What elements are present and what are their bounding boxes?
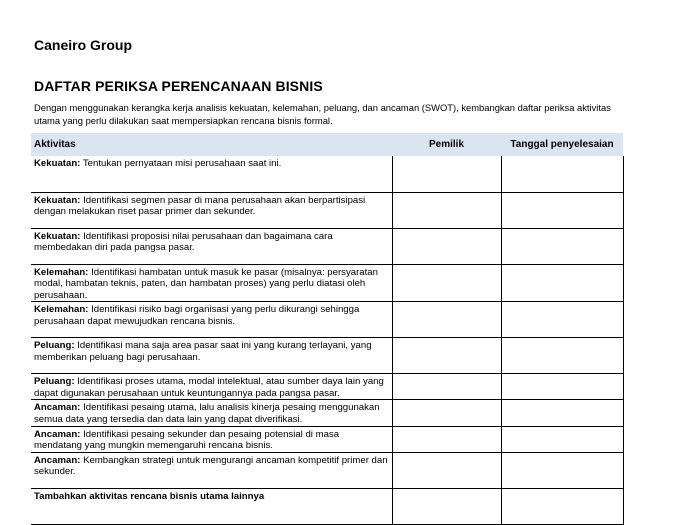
activity-text: Tentukan pernyataan misi perusahaan saat ini. (82, 158, 282, 169)
table-row (31, 452, 623, 488)
activity-cell[interactable] (31, 156, 392, 192)
owner-cell[interactable] (392, 488, 501, 524)
table-row (31, 302, 623, 338)
owner-cell[interactable] (392, 302, 501, 338)
table-row (31, 264, 623, 302)
category-label: Kekuatan: (34, 194, 81, 206)
activity-cell[interactable] (31, 338, 392, 374)
activity-cell[interactable] (31, 374, 392, 400)
table-row (31, 426, 623, 452)
category-label: Kelemahan: (34, 304, 89, 316)
table-row (31, 156, 623, 192)
category-label: Kekuatan: (34, 230, 81, 242)
date-cell[interactable] (501, 488, 623, 524)
table-row (31, 400, 623, 426)
category-label: Ancaman: (34, 428, 81, 440)
date-cell[interactable] (501, 302, 623, 338)
category-label: Kekuatan: (34, 158, 81, 169)
category-label: Kelemahan: (34, 266, 89, 278)
page-title: DAFTAR PERIKSA PERENCANAAN BISNIS (34, 78, 323, 94)
table-row (31, 228, 623, 264)
date-cell[interactable] (501, 452, 623, 488)
owner-cell[interactable] (392, 400, 501, 426)
date-cell[interactable] (501, 264, 623, 302)
activity-text: Identifikasi proposisi nilai perusahaan dan bagaimana cara membedakan diri pada pangsa pasar. (34, 230, 333, 254)
owner-cell[interactable] (392, 156, 501, 192)
column-header-date: Tanggal penyelesaian (501, 133, 623, 156)
table-row (31, 374, 623, 400)
owner-cell[interactable] (392, 264, 501, 302)
activity-cell[interactable] (31, 302, 392, 338)
activity-text: Identifikasi mana saja area pasar saat ini yang kurang terlayani, yang memberikan peluang bagi perusahaan. (34, 340, 372, 363)
category-label: Ancaman: (34, 454, 81, 466)
category-label: Peluang: (34, 340, 75, 352)
activity-text: Identifikasi segmen pasar di mana perusahaan akan berpartisipasi dengan melakukan riset pasar primer dan sekunder. (34, 194, 366, 218)
table-row (31, 338, 623, 374)
activity-cell[interactable] (31, 192, 392, 228)
date-cell[interactable] (501, 156, 623, 192)
owner-cell[interactable] (392, 192, 501, 228)
footer-row-label: Tambahkan aktivitas rencana bisnis utama lainnya (34, 490, 265, 502)
column-header-owner: Pemilik (392, 133, 501, 156)
activity-cell[interactable] (31, 488, 392, 524)
activity-cell[interactable] (31, 400, 392, 426)
owner-cell[interactable] (392, 452, 501, 488)
owner-cell[interactable] (392, 338, 501, 374)
activity-text: Identifikasi proses utama, modal intelektual, atau sumber daya lain yang dapat digunakan perusahaan untuk keuntungannya pada pangsa pasar. (34, 376, 384, 399)
activity-text: Identifikasi risiko bagi organisasi yang perlu dikurangi sehingga perusahaan dapat mewujudkan rencana bisnis. (34, 304, 360, 327)
date-cell[interactable] (501, 228, 623, 264)
description: Dengan menggunakan kerangka kerja analisis kekuatan, kelemahan, peluang, dan ancaman (SWOT), kembangkan daftar periksa aktivitas utama yang perlu dilakukan saat mempersiapkan rencana bisnis formal. (34, 102, 611, 126)
activity-cell[interactable] (31, 228, 392, 264)
activity-cell[interactable] (31, 264, 392, 302)
activity-cell[interactable] (31, 452, 392, 488)
checklist-table (31, 133, 624, 525)
owner-cell[interactable] (392, 374, 501, 400)
activity-text: Kembangkan strategi untuk mengurangi ancaman kompetitif primer dan sekunder. (34, 454, 388, 478)
date-cell[interactable] (501, 374, 623, 400)
activity-text: Identifikasi hambatan untuk masuk ke pasar (misalnya: persyaratan modal, hambatan teknis, paten, dan hambatan proses) yang perlu diatasi oleh perusahaan. (34, 266, 378, 301)
activity-cell[interactable] (31, 426, 392, 452)
date-cell[interactable] (501, 426, 623, 452)
activity-text: Identifikasi pesaing utama, lalu analisis kinerja pesaing menggunakan semua data yang tersedia dan data lain yang dapat diverifikasi. (34, 402, 380, 426)
activity-text: Identifikasi pesaing sekunder dan pesaing potensial di masa mendatang yang mungkin memengaruhi rencana bisnis. (34, 428, 340, 452)
category-label: Ancaman: (34, 402, 81, 414)
owner-cell[interactable] (392, 228, 501, 264)
owner-cell[interactable] (392, 426, 501, 452)
table-row (31, 192, 623, 228)
date-cell[interactable] (501, 400, 623, 426)
table-row-additional (31, 488, 623, 524)
category-label: Peluang: (34, 376, 75, 388)
table-header-row (31, 133, 623, 156)
date-cell[interactable] (501, 192, 623, 228)
date-cell[interactable] (501, 338, 623, 374)
company-name: Caneiro Group (34, 37, 133, 53)
column-header-activity: Aktivitas (31, 133, 392, 156)
